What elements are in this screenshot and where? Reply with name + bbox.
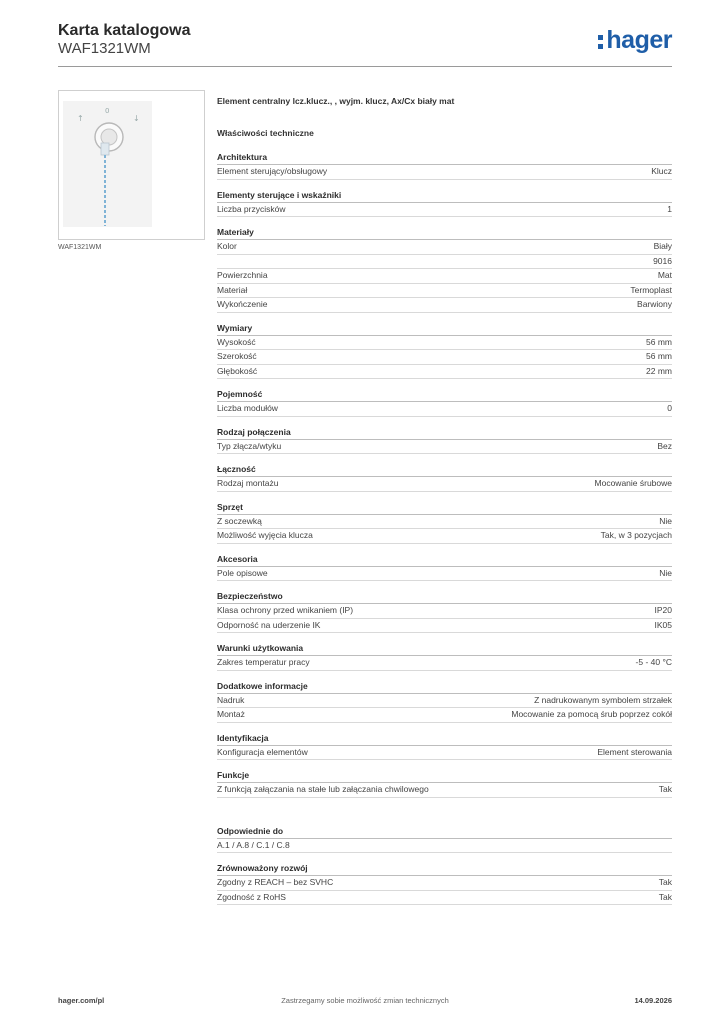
group-title: Pojemność (217, 389, 672, 402)
group-title: Akcesoria (217, 554, 672, 567)
spec-row (217, 350, 672, 365)
footer-disclaimer: Zastrzegamy sobie możliwość zmian technicznych (281, 996, 449, 1005)
logo-text: hager (606, 26, 672, 54)
spec-row (217, 604, 672, 619)
spec-label: A.1 / A.8 / C.1 / C.8 (217, 839, 290, 850)
spec-label: Zgodność z RoHS (217, 891, 286, 902)
spec-group (217, 643, 672, 671)
group-title: Bezpieczeństwo (217, 591, 672, 604)
spec-row (217, 839, 672, 854)
spec-value: 0 (667, 403, 672, 413)
key-switch-icon (63, 101, 152, 227)
spec-row (217, 783, 672, 798)
group-title: Wymiary (217, 323, 672, 336)
spec-label: Możliwość wyjęcia klucza (217, 530, 313, 540)
spec-value: Tak, w 3 pozycjach (600, 530, 672, 540)
spec-value: Mocowanie za pomocą śrub poprzez cokół (511, 709, 672, 719)
technical-properties-heading: Właściwości techniczne (217, 128, 314, 138)
spec-value: Z nadrukowanym symbolem strzałek (534, 694, 672, 705)
spec-value: Tak (658, 784, 672, 794)
image-arrow-left: ↑ (77, 114, 84, 123)
group-title: Odpowiednie do (217, 826, 672, 839)
group-title: Łączność (217, 464, 672, 477)
spec-label: Zakres temperatur pracy (217, 657, 310, 667)
spec-row (217, 165, 672, 180)
spec-value: 22 mm (646, 365, 672, 376)
spec-row (217, 269, 672, 284)
spec-row (217, 255, 672, 270)
logo-dots-icon (598, 31, 604, 51)
spec-row (217, 402, 672, 417)
group-title: Architektura (217, 152, 672, 165)
spec-group (217, 733, 672, 761)
footer-date: 14.09.2026 (634, 996, 672, 1005)
spec-label: Wysokość (217, 336, 256, 347)
spec-value: Bez (657, 440, 672, 451)
sustainability-group (217, 863, 672, 905)
header-divider (58, 66, 672, 67)
page-header (58, 20, 672, 66)
spec-label: Rodzaj montażu (217, 478, 279, 488)
spec-value: 1 (667, 203, 672, 214)
spec-group (217, 152, 672, 180)
spec-group (217, 323, 672, 380)
spec-value: Nie (659, 567, 672, 578)
spec-label: Liczba modułów (217, 403, 278, 413)
spec-label: Z soczewką (217, 515, 262, 526)
spec-value: IP20 (654, 605, 672, 615)
spec-value: 56 mm (646, 351, 672, 361)
spec-label: Typ złącza/wtyku (217, 440, 282, 451)
spec-row (217, 891, 672, 906)
spec-value: 9016 (653, 255, 672, 266)
spec-group (217, 770, 672, 798)
spec-group (217, 427, 672, 455)
spec-value: Tak (658, 891, 672, 902)
spec-label: Powierzchnia (217, 270, 268, 280)
product-description: Element centralny lcz.klucz., , wyjm. klucz, Ax/Cx biały mat (217, 96, 455, 106)
spec-label: Odporność na uderzenie IK (217, 619, 321, 630)
image-caption: WAF1321WM (58, 244, 102, 251)
group-title: Dodatkowe informacje (217, 681, 672, 694)
group-title: Materiały (217, 227, 672, 240)
spec-label: Wykończenie (217, 299, 268, 309)
spec-row (217, 240, 672, 255)
document-title: Karta katalogowa (58, 22, 191, 39)
spec-label: Z funkcją załączania na stałe lub załączania chwilowego (217, 784, 429, 794)
product-code: WAF1321WM (58, 40, 151, 57)
spec-group (217, 227, 672, 313)
spec-value: Barwiony (637, 299, 672, 309)
image-zero: 0 (105, 107, 110, 115)
spec-row (217, 567, 672, 582)
spec-row (217, 284, 672, 299)
spec-label: Kolor (217, 241, 237, 251)
spec-row (217, 746, 672, 761)
spec-group (217, 591, 672, 633)
spec-row (217, 336, 672, 351)
product-image-frame (58, 90, 205, 240)
group-title: Funkcje (217, 770, 672, 783)
spec-value: Element sterowania (597, 746, 672, 757)
hager-logo (598, 26, 672, 55)
spec-group (217, 554, 672, 582)
spec-groups (217, 152, 672, 798)
spec-row (217, 477, 672, 492)
footer-website-link[interactable]: hager.com/pl (58, 996, 105, 1005)
spec-value: Klucz (651, 166, 672, 176)
spec-row (217, 515, 672, 530)
spec-label: Liczba przycisków (217, 203, 286, 214)
spec-label: Montaż (217, 709, 245, 719)
spec-value: Termoplast (630, 284, 672, 295)
spec-row (217, 694, 672, 709)
spec-group (217, 502, 672, 544)
spec-row (217, 708, 672, 723)
spec-group (217, 464, 672, 492)
spec-label: Zgodny z REACH – bez SVHC (217, 877, 334, 887)
image-arrow-right: ↓ (133, 114, 140, 123)
spec-group (217, 190, 672, 218)
spec-row (217, 365, 672, 380)
spec-row (217, 440, 672, 455)
spec-row (217, 656, 672, 671)
spec-row (217, 298, 672, 313)
group-title: Warunki użytkowania (217, 643, 672, 656)
spec-value: IK05 (654, 619, 672, 630)
spec-label: Element sterujący/obsługowy (217, 166, 328, 176)
spec-row (217, 529, 672, 544)
spec-value: Nie (659, 515, 672, 526)
spec-row (217, 876, 672, 891)
spec-label: Szerokość (217, 351, 257, 361)
spec-label: Nadruk (217, 694, 245, 705)
group-title: Zrównoważony rozwój (217, 863, 672, 876)
spec-row (217, 619, 672, 634)
spec-value: Biały (653, 241, 672, 251)
spec-group (217, 389, 672, 417)
spec-value: -5 - 40 °C (635, 657, 672, 667)
spec-value: Mat (657, 270, 672, 280)
spec-value: 56 mm (646, 336, 672, 347)
group-title: Rodzaj połączenia (217, 427, 672, 440)
spec-label: Konfiguracja elementów (217, 746, 308, 757)
group-title: Sprzęt (217, 502, 672, 515)
spec-label: Klasa ochrony przed wnikaniem (IP) (217, 605, 354, 615)
spec-value: Tak (658, 877, 672, 887)
spec-label: Głębokość (217, 365, 258, 376)
spec-label: Materiał (217, 284, 248, 295)
spec-group (217, 681, 672, 723)
group-title: Identyfikacja (217, 733, 672, 746)
spec-value: Mocowanie śrubowe (594, 478, 672, 488)
spec-column (217, 96, 672, 915)
product-image (63, 101, 152, 227)
spec-label: Pole opisowe (217, 567, 268, 578)
suitable-for-group (217, 826, 672, 854)
spec-row (217, 203, 672, 218)
group-title: Elementy sterujące i wskaźniki (217, 190, 672, 203)
